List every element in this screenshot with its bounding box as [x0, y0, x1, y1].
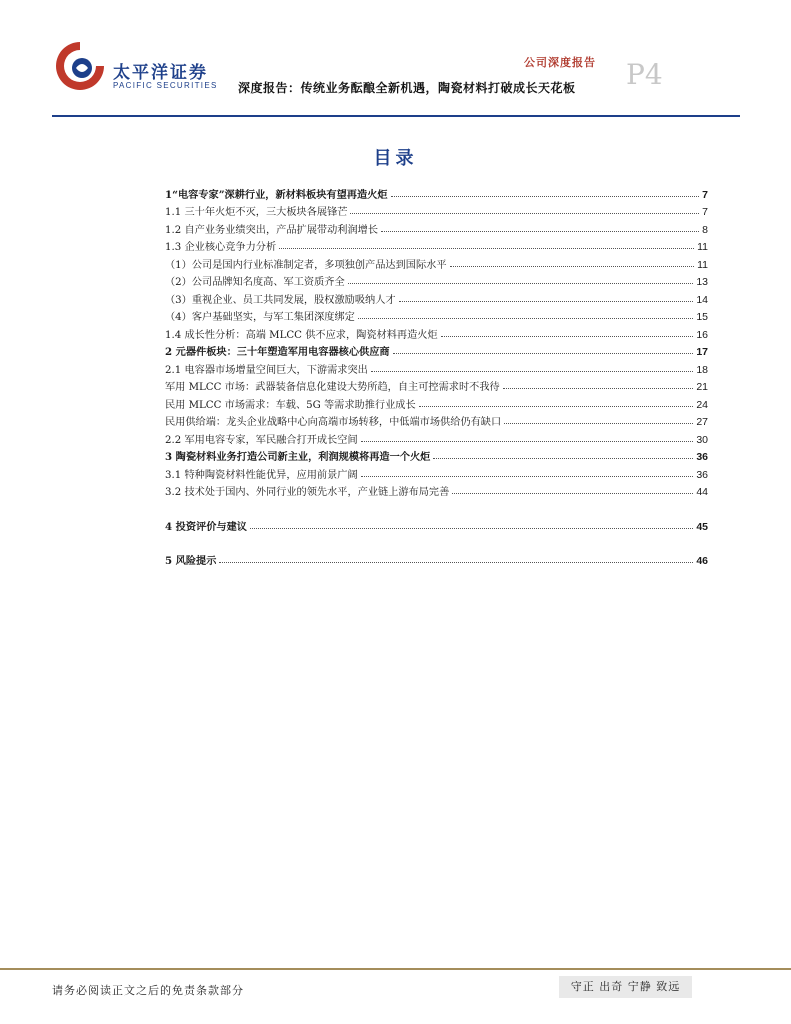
toc-entry-page: 36: [696, 468, 708, 481]
toc-entry-title: （3）重视企业、员工共同发展，股权激励吸纳人才: [165, 294, 396, 306]
toc-entry[interactable]: [165, 218, 708, 236]
toc-entry[interactable]: [165, 183, 708, 201]
toc-entry-page: 11: [697, 258, 708, 271]
dot-leader: [441, 336, 694, 337]
toc-entry[interactable]: [165, 550, 708, 568]
footer-motto: 守正 出奇 宁静 致远: [559, 976, 692, 998]
brand-name-cn: 太平洋证券: [113, 63, 208, 83]
toc-entry-page: 8: [702, 223, 708, 236]
toc-entry[interactable]: [165, 463, 708, 481]
toc-heading: 目录: [373, 148, 418, 169]
toc-entry-title: 2.2 军用电容专家，军民融合打开成长空间: [165, 434, 358, 446]
toc-entry-title: 1“电容专家”深耕行业，新材料板块有望再造火炬: [165, 188, 388, 201]
dot-leader: [419, 406, 694, 407]
toc-entry[interactable]: [165, 393, 708, 411]
toc-entry-title: （2）公司品牌知名度高、军工资质齐全: [165, 277, 345, 288]
toc-entry[interactable]: [165, 288, 708, 306]
toc-entry-title: 5 风险提示: [165, 555, 217, 567]
dot-leader: [433, 458, 693, 459]
toc-entry-title: 2.1 电容器市场增量空间巨大，下游需求突出: [165, 364, 368, 376]
toc-entry[interactable]: [165, 411, 708, 429]
toc-entry-page: 11: [697, 241, 708, 253]
toc-entry-page: 13: [696, 276, 708, 288]
toc-entry[interactable]: [165, 271, 708, 289]
footer-divider: [0, 968, 791, 970]
toc-entry-title: 民用供给端：龙头企业战略中心向高端市场转移，中低端市场供给仍有缺口: [165, 417, 502, 428]
toc-entry[interactable]: [165, 323, 708, 341]
dot-leader: [219, 562, 693, 563]
dot-leader: [391, 196, 700, 197]
toc-entry-page: 36: [696, 451, 708, 463]
dot-leader: [399, 301, 694, 302]
toc-entry-title: （1）公司是国内行业标准制定者，多项独创产品达到国际水平: [165, 259, 447, 271]
toc-entry-title: 民用 MLCC 市场需求：车载、5G 等需求助推行业成长: [165, 399, 416, 411]
dot-leader: [452, 493, 693, 494]
toc-entry-page: 18: [696, 363, 708, 376]
toc-entry-title: 4 投资评价与建议: [165, 520, 247, 533]
toc-entry[interactable]: [165, 201, 708, 219]
toc-entry[interactable]: [165, 236, 708, 254]
dot-leader: [358, 318, 693, 319]
toc-entry[interactable]: [165, 481, 708, 499]
toc-entry-page: 7: [702, 206, 708, 218]
toc-entry-page: 21: [696, 381, 708, 393]
dot-leader: [350, 213, 699, 214]
table-of-contents: [165, 183, 708, 567]
page-header: [0, 0, 791, 118]
toc-entry-page: 17: [696, 346, 708, 358]
toc-entry-page: 24: [696, 398, 708, 411]
dot-leader: [361, 476, 694, 477]
dot-leader: [450, 266, 695, 267]
toc-entry-title: 1.2 自产业务业绩突出，产品扩展带动利润增长: [165, 224, 379, 236]
footer-disclaimer: 请务必阅读正文之后的免责条款部分: [52, 984, 244, 997]
dot-leader: [348, 283, 694, 284]
dot-leader: [504, 423, 693, 424]
toc-entry-title: 1.1 三十年火炬不灭，三大板块各展锋芒: [165, 207, 348, 218]
report-title: 深度报告：传统业务酝酿全新机遇，陶瓷材料打破成长天花板: [238, 81, 576, 95]
dot-leader: [279, 248, 694, 249]
toc-entry-page: 30: [696, 433, 708, 446]
toc-entry-title: 2 元器件板块：三十年塑造军用电容器核心供应商: [165, 346, 390, 358]
toc-entry-page: 27: [696, 416, 708, 428]
toc-entry-page: 46: [696, 555, 708, 567]
page-number-badge: P4: [626, 58, 663, 91]
dot-leader: [393, 353, 694, 354]
toc-entry[interactable]: [165, 341, 708, 359]
header-divider: [52, 115, 740, 117]
toc-entry-page: 7: [702, 188, 708, 201]
dot-leader: [503, 388, 694, 389]
toc-entry-title: 3 陶瓷材料业务打造公司新主业，利润规模将再造一个火炬: [165, 451, 431, 463]
toc-entry[interactable]: [165, 515, 708, 533]
spacer: [165, 498, 708, 515]
toc-entry-title: 1.3 企业核心竞争力分析: [165, 242, 277, 253]
pacific-securities-logo-icon: [52, 38, 108, 94]
toc-entry[interactable]: [165, 306, 708, 324]
toc-entry-page: 44: [696, 486, 708, 498]
toc-entry-page: 14: [696, 293, 708, 306]
toc-entry-title: 3.2 技术处于国内、外同行业的领先水平，产业链上游布局完善: [165, 487, 450, 498]
dot-leader: [250, 528, 693, 529]
dot-leader: [381, 231, 699, 232]
toc-entry-title: 军用 MLCC 市场：武器装备信息化建设大势所趋，自主可控需求时不我待: [165, 382, 500, 393]
toc-entry-page: 45: [696, 520, 708, 533]
toc-entry[interactable]: [165, 253, 708, 271]
toc-entry-title: 1.4 成长性分析：高端 MLCC 供不应求，陶瓷材料再造火炬: [165, 329, 438, 341]
toc-entry[interactable]: [165, 446, 708, 464]
toc-entry[interactable]: [165, 358, 708, 376]
spacer: [165, 533, 708, 550]
brand-name-en: PACIFIC SECURITIES: [113, 81, 218, 90]
toc-entry-title: 3.1 特种陶瓷材料性能优异，应用前景广阔: [165, 469, 358, 481]
dot-leader: [371, 371, 693, 372]
toc-entry-page: 15: [696, 311, 708, 323]
toc-entry-page: 16: [696, 328, 708, 341]
toc-entry-title: （4）客户基础坚实，与军工集团深度绑定: [165, 312, 355, 323]
dot-leader: [361, 441, 694, 442]
report-type-label: 公司深度报告: [524, 56, 596, 69]
toc-entry[interactable]: [165, 428, 708, 446]
toc-entry[interactable]: [165, 376, 708, 394]
